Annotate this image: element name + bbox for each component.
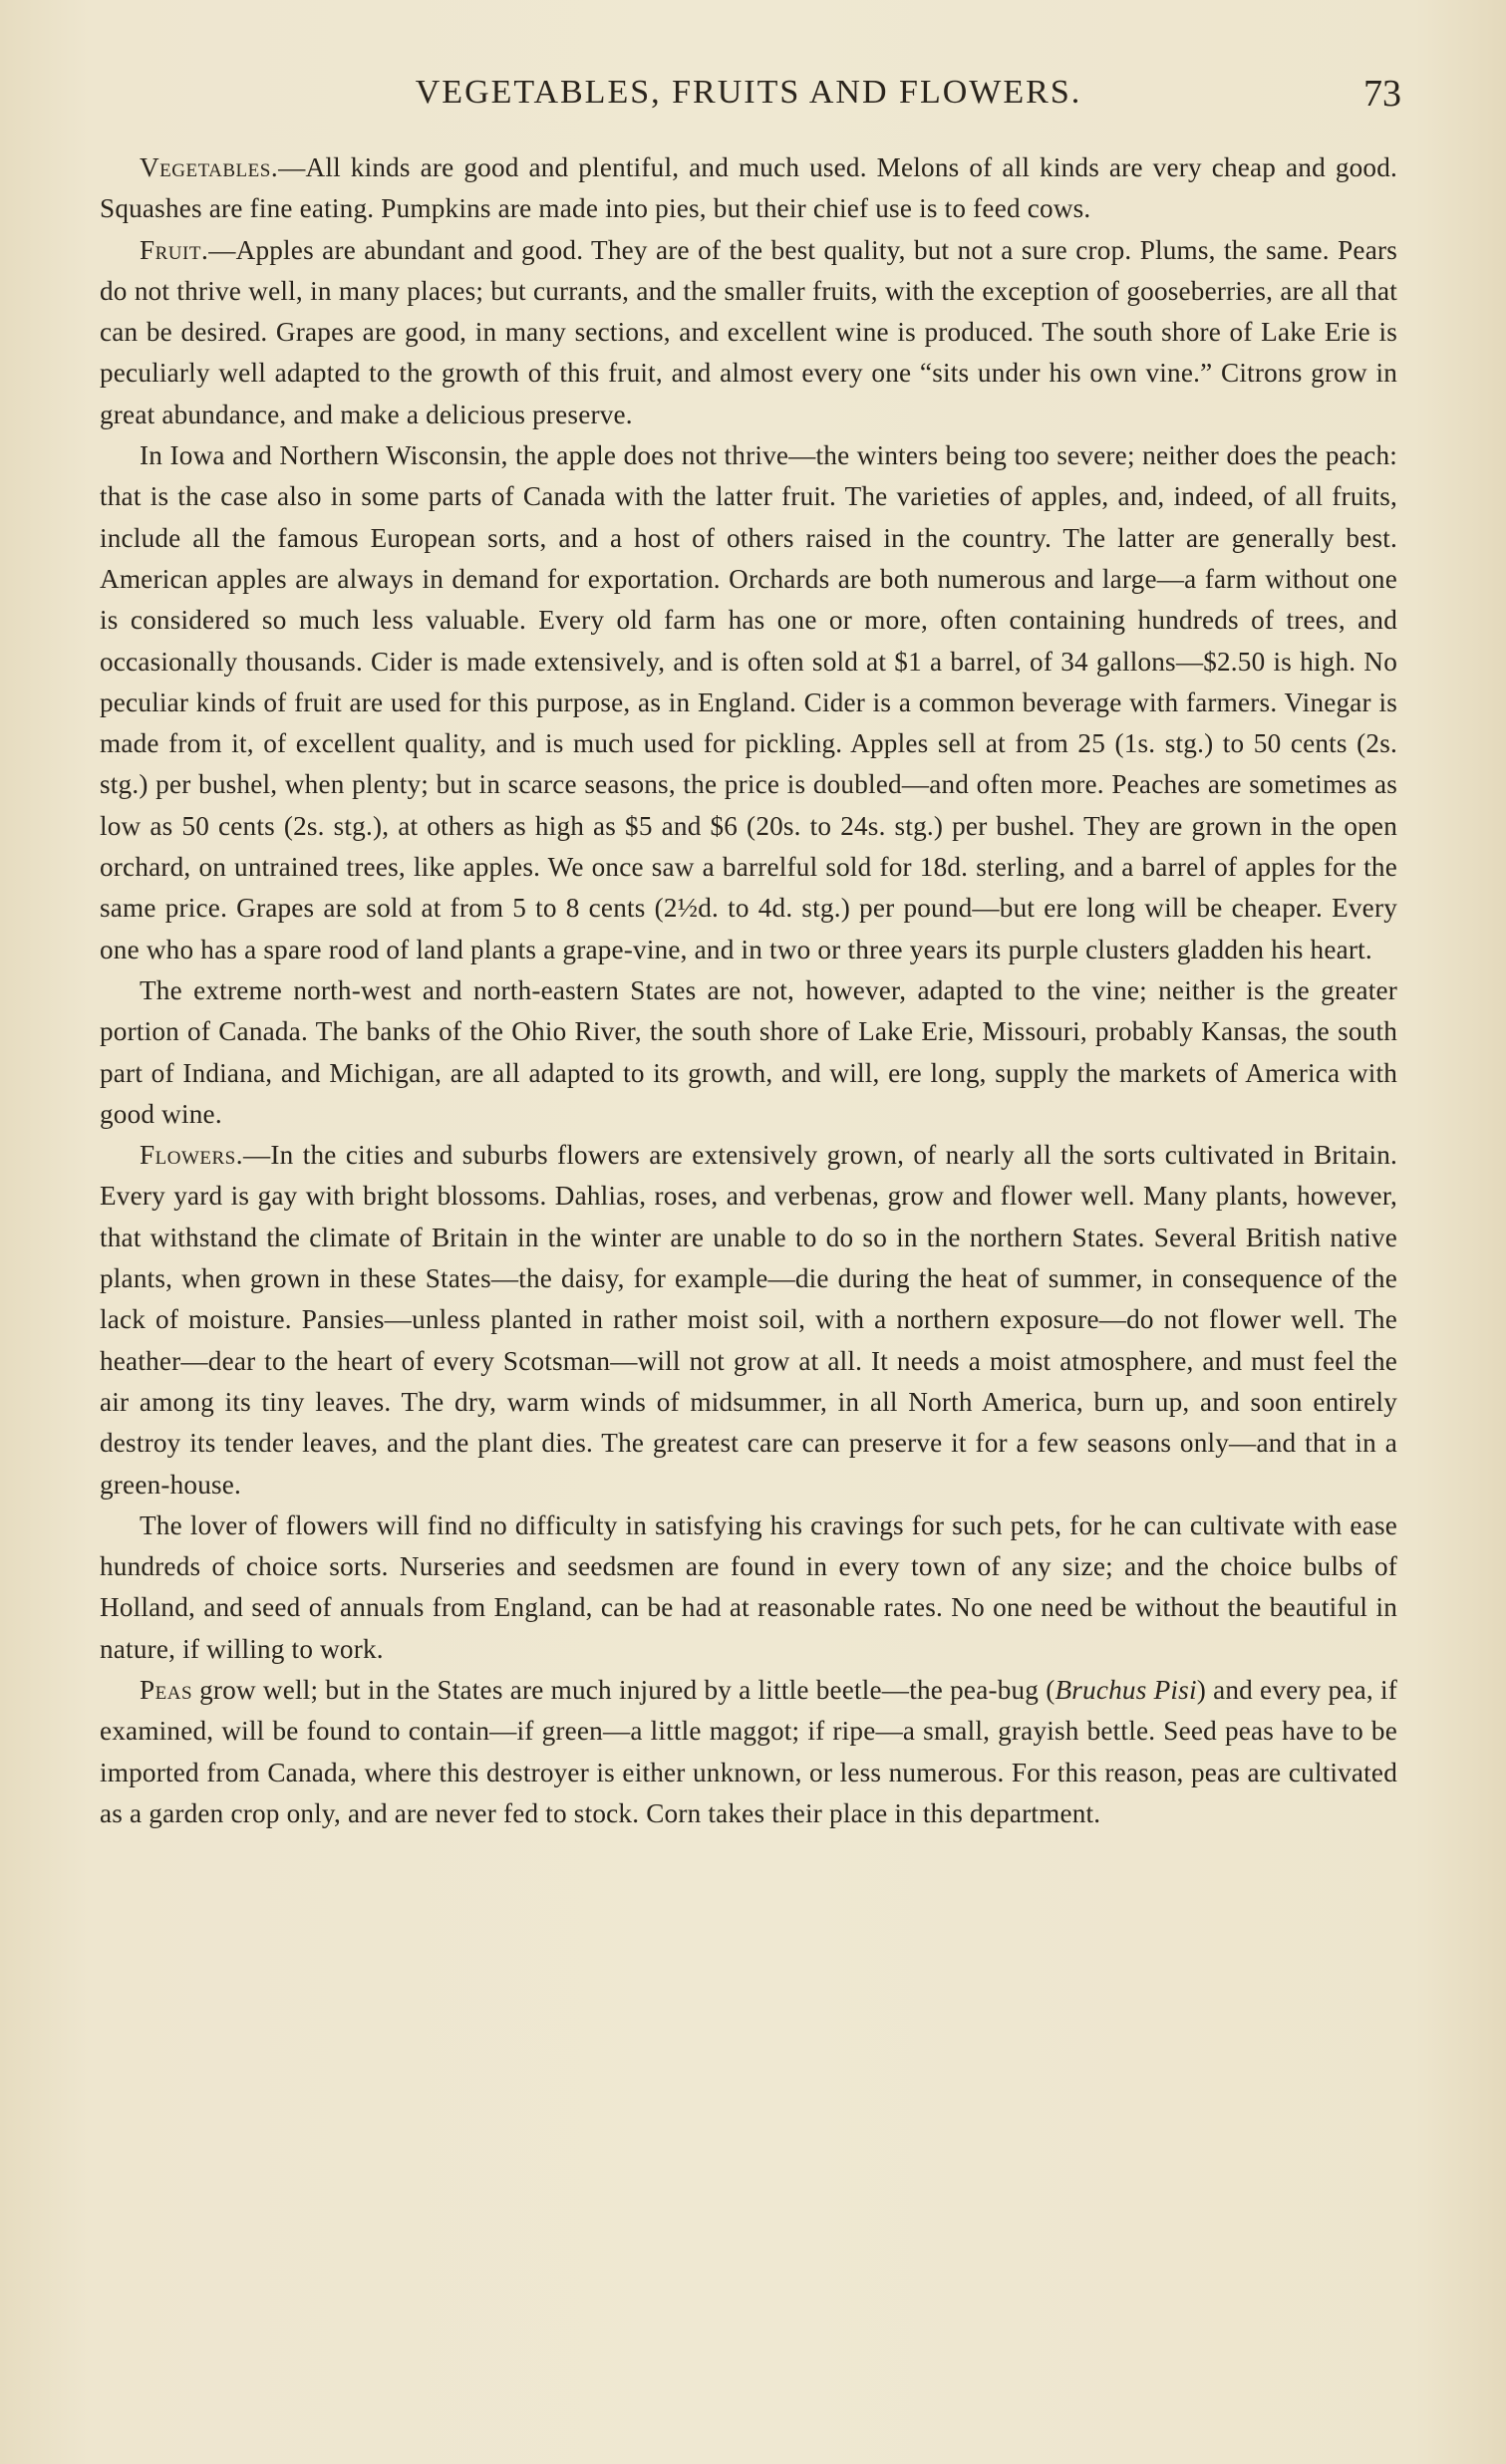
latin-name: Bruchus Pisi — [1054, 1674, 1197, 1705]
section-lead-vegetables: Vegetables. — [140, 152, 279, 182]
paragraph-fruit — [100, 230, 1397, 435]
paragraph-text: —All kinds are good and plentiful, and much used. Melons of all kinds are very cheap and good. Squashes are fine eating. Pumpkins are made into pies, but their chief use is to feed cows. — [100, 152, 1397, 224]
section-lead-flowers: Flowers. — [140, 1140, 244, 1171]
paragraph-iowa-apples — [100, 435, 1397, 970]
paragraph-vegetables — [100, 147, 1397, 230]
paragraph-vine-regions — [100, 970, 1397, 1135]
paragraph-text: The lover of flowers will find no difficulty in satisfying his cravings for such pets, for he can cultivate with ease hundreds of choice sorts. Nurseries and seedsmen are found in every town of any size; and the choice bulbs of Holland, and seed of annuals from England, can be had at reasonable rates. No one need be without the beautiful in nature, if willing to work. — [100, 1509, 1397, 1664]
page-number: 73 — [1363, 73, 1401, 115]
body-text — [100, 147, 1397, 1834]
paragraph-text: In Iowa and Northern Wisconsin, the apple does not thrive—the winters being too severe; neither does the peach: that is the case also in some parts of Canada with the latter fruit. The varieties of apples, and, indeed, of all fruits, include all the famous European sorts, and a host of others raised in the country. The latter are generally best. American apples are always in demand for exportation. Orchards are both numerous and large—a farm without one is considered so much less valuable. Every old farm has one or more, often containing hundreds of trees, and occasionally thousands. Cider is made extensively, and is often sold at $1 a barrel, of 34 gallons—$2.50 is high. No peculiar kinds of fruit are used for this purpose, as in England. Cider is a common beverage with farmers. Vinegar is made from it, of excellent quality, and is much used for pickling. Apples sell at from 25 (1s. stg.) to 50 cents (2s. stg.) per bushel, when plenty; but in scarce seasons, the price is doubled—and often more. Peaches are sometimes as low as 50 cents (2s. stg.), at others as high as $5 and $6 (20s. to 24s. stg.) per bushel. They are grown in the open orchard, on untrained trees, like apples. We once saw a barrelful sold for 18d. sterling, and a barrel of apples for the same price. Grapes are sold at from 5 to 8 cents (2½d. to 4d. stg.) per pound—but ere long will be cheaper. Every one who has a spare rood of land plants a grape-vine, and in two or three years its purple clusters gladden his heart. — [100, 440, 1397, 964]
paragraph-flowers — [100, 1135, 1397, 1506]
section-lead-peas: Peas — [140, 1674, 193, 1705]
paragraph-peas — [100, 1670, 1397, 1834]
paragraph-text: —In the cities and suburbs flowers are extensively grown, of nearly all the sorts cultivated in Britain. Every yard is gay with bright blossoms. Dahlias, roses, and verbenas, grow and flower well. Many plants, however, that withstand the climate of Britain in the winter are unable to do so in the northern States. Several British native plants, when grown in these States—the daisy, for example—die during the heat of summer, in consequence of the lack of moisture. Pansies—unless planted in rather moist soil, with a northern exposure—do not flower well. The heather—dear to the heart of every Scotsman—will not grow at all. It needs a moist atmosphere, and must feel the air among its tiny leaves. The dry, warm winds of midsummer, in all North America, burn up, and soon entirely destroy its tender leaves, and the plant dies. The greatest care can preserve it for a few seasons only—and that in a green-house. — [100, 1140, 1397, 1500]
paragraph-text: grow well; but in the States are much injured by a little beetle—the pea-bug ( — [192, 1674, 1055, 1705]
paragraph-text: —Apples are abundant and good. They are of the best quality, but not a sure crop. Plums, the same. Pears do not thrive well, in many places; but currants, and the smaller fruits, with the exception of gooseberries, are all that can be desired. Grapes are good, in many sections, and excellent wine is produced. The south shore of Lake Erie is peculiarly well adapted to the growth of this fruit, and almost every one “sits under his own vine.” Citrons grow in great abundance, and make a delicious preserve. — [100, 234, 1397, 429]
paragraph-text: The extreme north-west and north-eastern States are not, however, adapted to the vine; neither is the greater portion of Canada. The banks of the Ohio River, the south shore of Lake Erie, Missouri, probably Kansas, the south part of Indiana, and Michigan, are all adapted to its growth, and will, ere long, supply the markets of America with good wine. — [100, 974, 1397, 1129]
paragraph-text: ) and every pea, if examined, will be found to contain—if green—a little maggot; if ripe—a small, grayish bettle. Seed peas have to be imported from Canada, where this destroyer is either unknown, or less numerous. For this reason, peas are cultivated as a garden crop only, and are never fed to stock. Corn takes their place in this department. — [100, 1674, 1397, 1828]
section-lead-fruit: Fruit. — [140, 234, 209, 265]
running-title: VEGETABLES, FRUITS AND FLOWERS. — [415, 74, 1082, 111]
page-header — [96, 70, 1401, 120]
paragraph-flower-lover — [100, 1506, 1397, 1670]
